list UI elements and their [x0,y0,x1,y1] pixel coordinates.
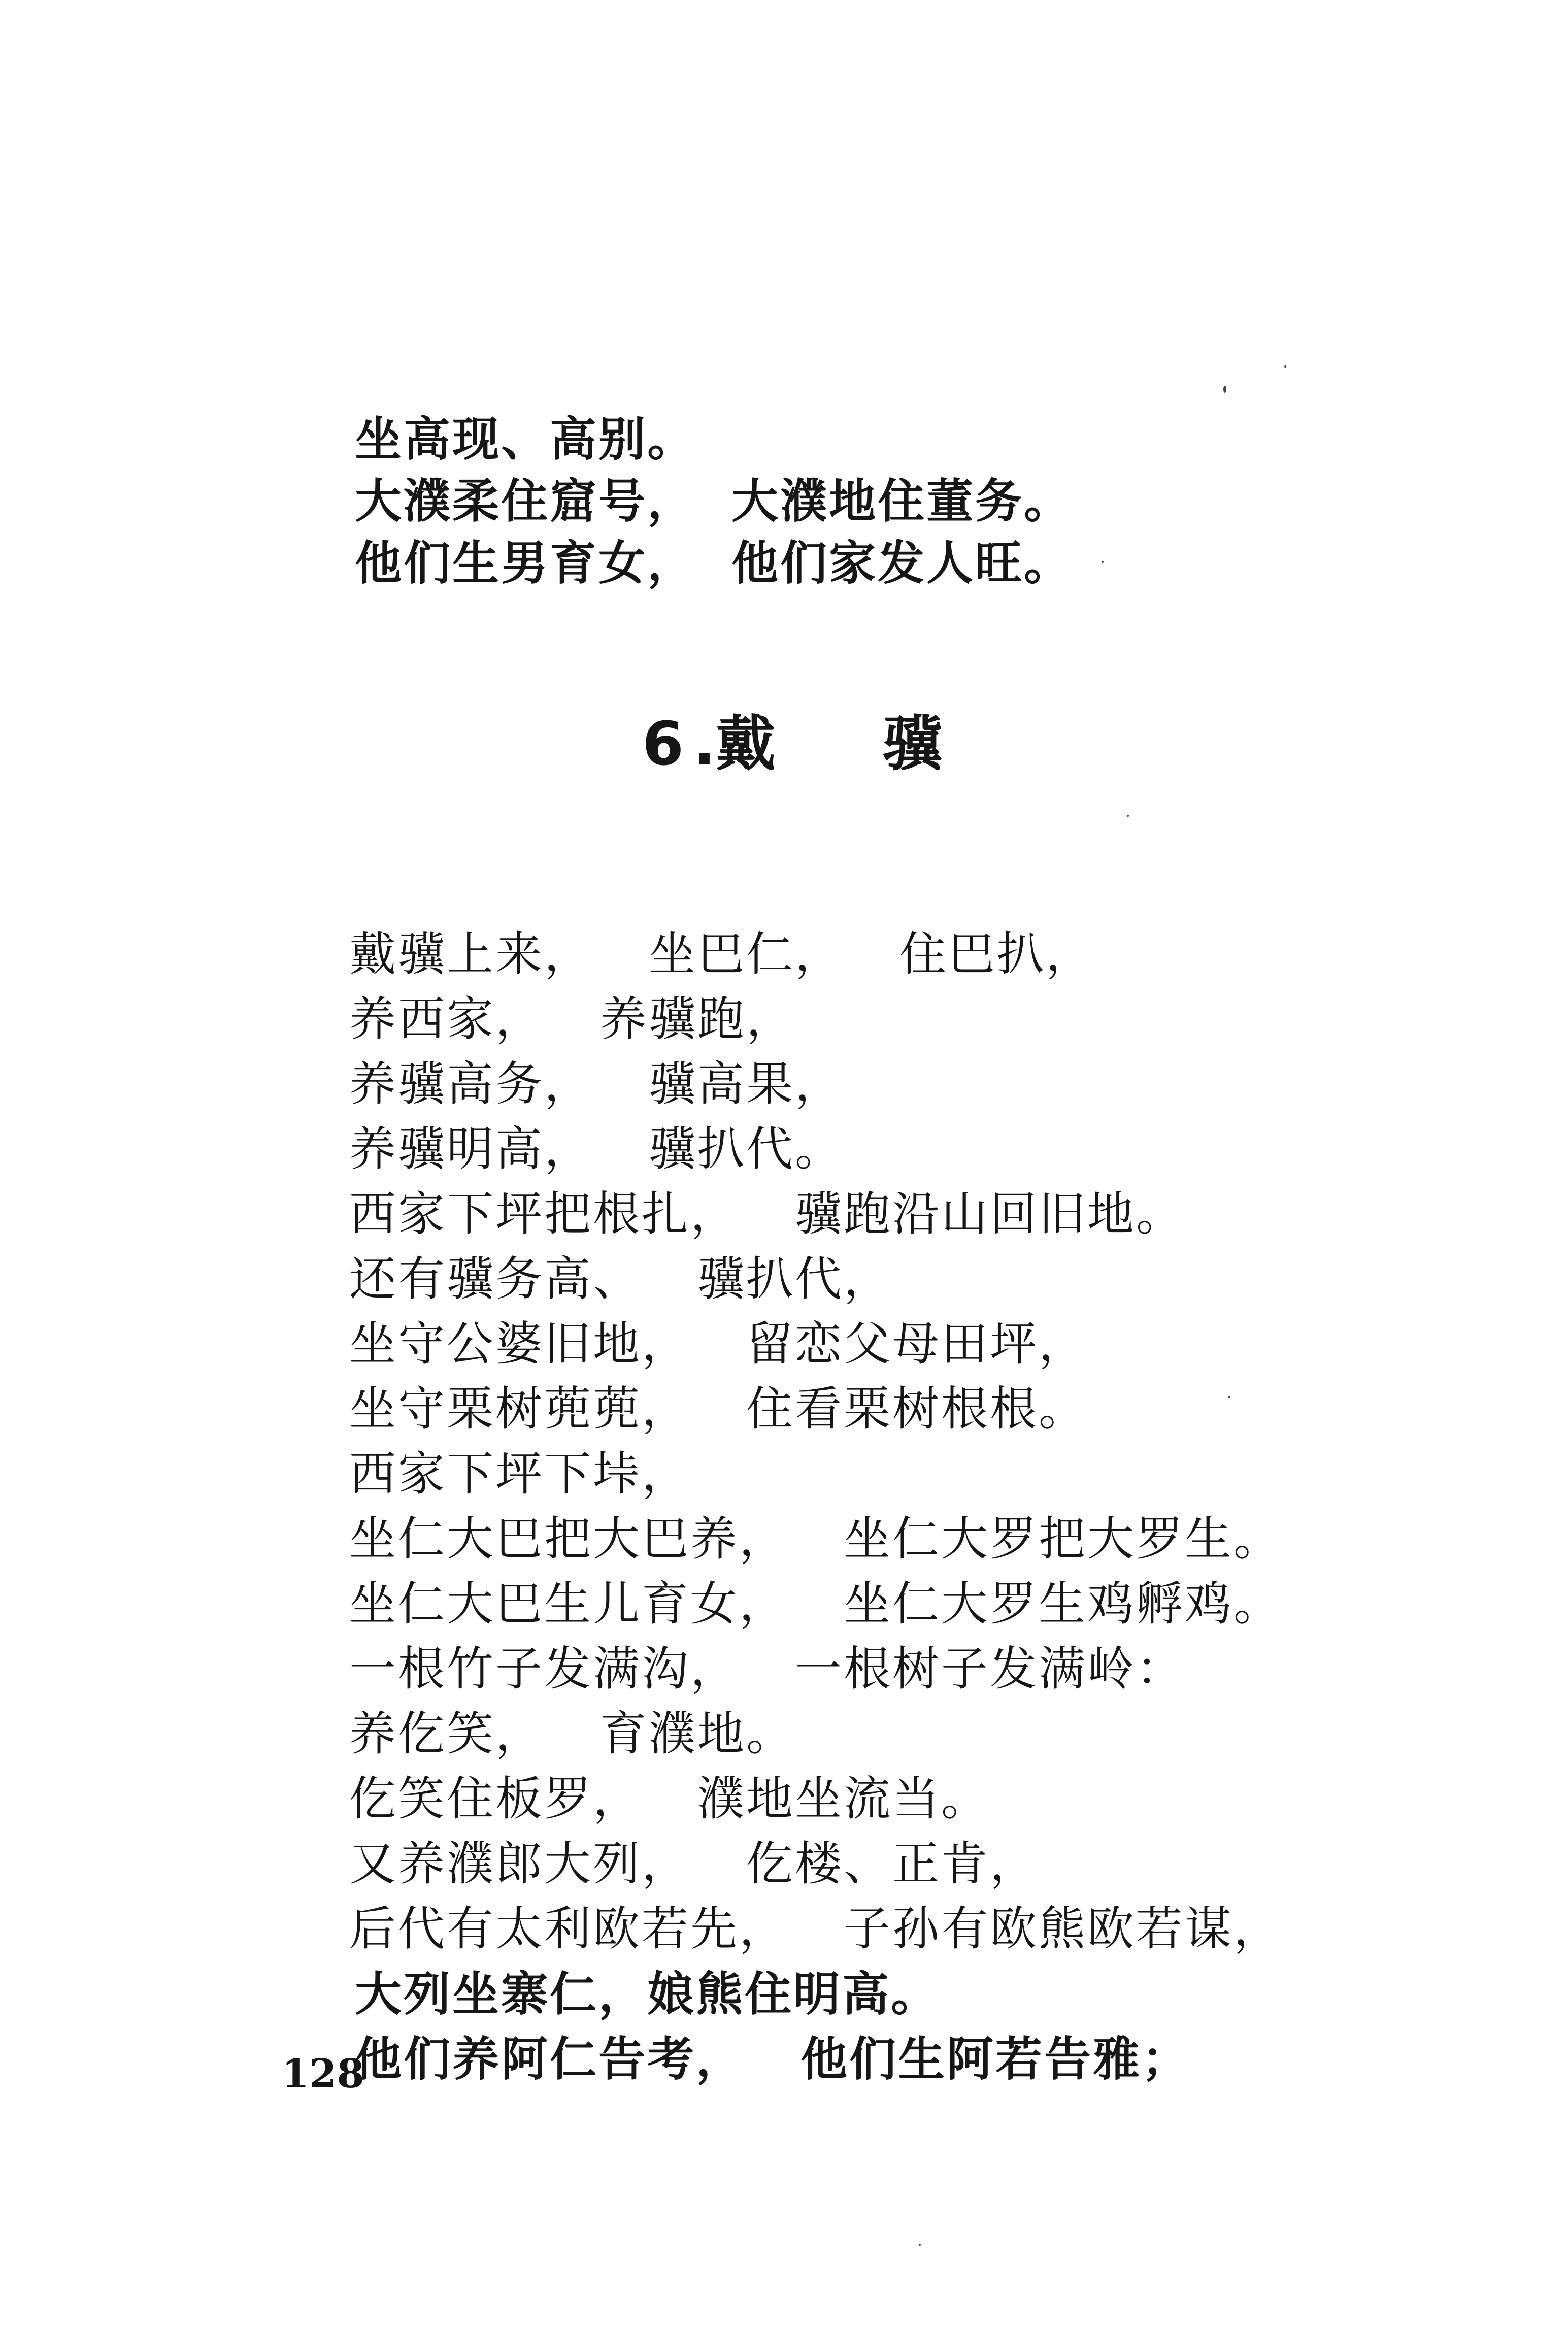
body-line-1-part-2: 坐巴仁， [649,927,844,981]
body-line-13-part-2: 育濮地。 [600,1707,795,1761]
body-line-1-part-3: 住巴扒， [899,927,1095,981]
body-line-3-part-1: 养骥高务， [349,1057,593,1111]
body-line-8-part-1: 坐守栗树蔸蔸， [349,1382,690,1436]
body-line-14-part-1: 仡笑住板罗， [349,1772,642,1826]
body-line-16-part-1: 后代有太利欧若先， [349,1902,788,1956]
section-title [642,695,942,782]
body-line-7-part-2: 留恋父母田坪， [746,1317,1088,1371]
body-line-15-part-1: 又养濮郎大列， [349,1837,690,1891]
top-line-1-a: 坐高现、高别。 [355,412,696,467]
body-line-6-part-1: 还有骥务高、 [349,1252,642,1306]
scan-speck [1102,561,1104,563]
body-line-2-part-1: 养西家， [349,992,544,1046]
scan-speck [1284,365,1286,368]
body-line-4-part-2: 骥扒代。 [649,1122,844,1176]
body-line-4-part-1: 养骥明高， [349,1122,593,1176]
top-line-3-a: 他们生男育女， [355,536,696,590]
page-number: 128 [282,2051,364,2097]
body-line-8-part-2: 住看栗树根根。 [746,1382,1088,1436]
body-line-14-part-2: 濮地坐流当。 [697,1772,990,1826]
body-line-3-part-2: 骥高果， [649,1057,844,1111]
body-line-18 [282,1975,1190,2143]
top-line-3 [282,479,1073,647]
top-line-3-b: 他们家发人旺。 [731,536,1073,590]
scan-speck [1223,386,1226,393]
section-dot: . [693,709,716,779]
section-title-char1: 戴 [715,709,776,779]
body-line-17-part-1: 大列坐寨仁，娘熊住明高。 [355,1967,940,2021]
body-line-11-part-1: 坐仁大巴生儿育女， [349,1577,788,1631]
body-line-10-part-1: 坐仁大巴把大巴养， [349,1512,788,1566]
body-line-2-part-2: 养骥跑， [600,992,795,1046]
body-line-18-part-2: 他们生阿若告雅； [800,2032,1191,2086]
section-number: 6 [642,709,684,779]
body-line-16-part-2: 子孙有欧熊欧若谋， [844,1902,1283,1956]
body-line-5-part-2: 骥跑沿山回旧地。 [795,1187,1185,1241]
scan-speck [919,2244,921,2246]
body-line-9-part-1: 西家下坪下垰， [349,1447,690,1501]
section-title-char2: 骥 [882,709,942,779]
scan-speck [1228,1396,1230,1398]
body-line-6-part-2: 骥扒代， [697,1252,893,1306]
body-line-1-part-1: 戴骥上来， [349,927,593,981]
body-line-12-part-1: 一根竹子发满沟， [349,1642,739,1696]
body-line-12-part-2: 一根树子发满岭： [795,1642,1185,1696]
top-line-2-a: 大濮柔住窟号， [355,474,696,528]
top-line-2-b: 大濮地住董务。 [731,474,1073,528]
body-line-15-part-2: 仡楼、正肯， [746,1837,1039,1891]
body-line-13-part-1: 养仡笑， [349,1707,544,1761]
body-line-7-part-1: 坐守公婆旧地， [349,1317,690,1371]
body-line-5-part-1: 西家下坪把根扎， [349,1187,739,1241]
scan-speck [1127,815,1129,817]
body-line-18-part-1: 他们养阿仁告考， [355,2032,745,2086]
body-line-10-part-2: 坐仁大罗把大罗生。 [844,1512,1283,1566]
body-line-11-part-2: 坐仁大罗生鸡孵鸡。 [844,1577,1283,1631]
